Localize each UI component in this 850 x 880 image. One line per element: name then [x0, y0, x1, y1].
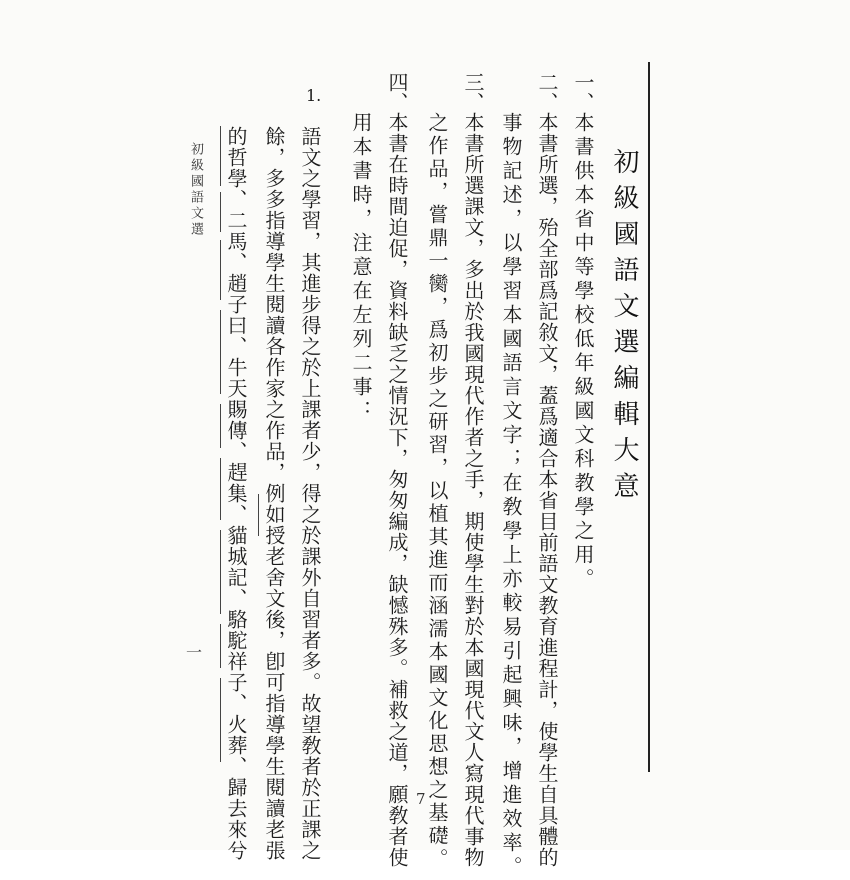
- page-title: 初級國語文選編輯大意: [609, 148, 639, 508]
- item-2-line-2: 事物記述，以學習本國語言文字；在敎學上亦較易引起興味，增進效率。: [499, 112, 523, 880]
- title-mark: [220, 126, 221, 186]
- title-mark: [220, 530, 221, 614]
- item-1-line-1: 本書供本省中等學校低年級國文科教學之用。: [571, 112, 595, 592]
- name-mark: [258, 494, 259, 536]
- title-mark: [220, 310, 221, 394]
- subitem-1-marker: 1.: [306, 86, 322, 105]
- item-4-line-2: 用本書時，注意在左列二事：: [349, 112, 373, 424]
- subitem-1-line-2: 餘，多多指導學生閱讀各作家之作品，例如授老舍文後，卽可指導學生閱讀老張: [262, 126, 286, 861]
- folio: 一: [186, 643, 203, 662]
- title-mark: [220, 624, 221, 668]
- subitem-1-line-1: 語文之學習，其進步得之於上課者少，得之於課外自習者多。故望敎者於正課之: [298, 126, 322, 861]
- item-3-marker: 三、: [461, 72, 485, 112]
- running-head: 初級國語文選: [188, 142, 203, 238]
- item-2-marker: 二、: [535, 72, 559, 112]
- item-1-marker: 一、: [571, 72, 595, 112]
- page-number: 7: [416, 790, 426, 808]
- item-3-line-2: 之作品，嘗鼎一臠，爲初步之研習，以植其進而涵濡本國文化思想之基礎。: [425, 112, 449, 871]
- item-2-line-1: 本書所選，殆全部爲記敘文，蓋爲適合本省目前語文教育進程計，使學生自具體的: [535, 112, 559, 868]
- item-4-marker: 四、: [385, 72, 409, 112]
- item-3-line-1: 本書所選課文，多出於我國現代作者之手，期使學生對於本國現代文人寫現代事物: [461, 112, 485, 868]
- title-mark: [220, 240, 221, 300]
- title-mark: [220, 192, 221, 232]
- item-4-line-1: 本書在時間迫促，資料缺乏之情況下，匆匆編成，缺憾殊多。補救之道，願敎者使: [385, 112, 409, 868]
- title-mark: [220, 678, 221, 762]
- title-mark: [220, 404, 221, 448]
- subitem-1-line-3: 的哲學、二馬、趙子曰、牛天賜傳、趕集、貓城記、駱駝祥子、火葬、歸去來兮: [224, 126, 248, 861]
- title-mark: [220, 458, 221, 520]
- title-rule: [648, 62, 650, 772]
